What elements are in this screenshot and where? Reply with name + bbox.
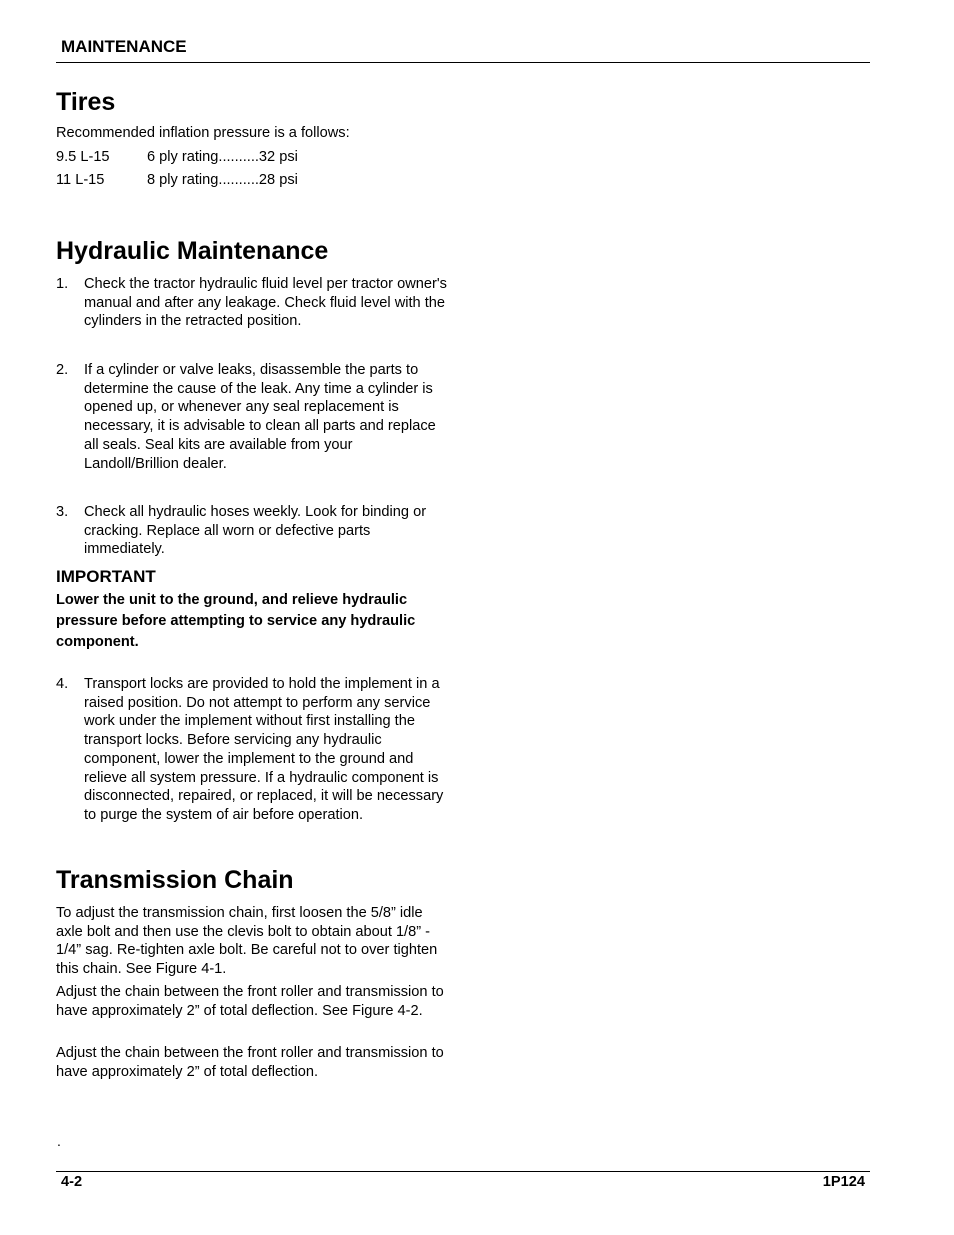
- tire-size: 11 L-15: [56, 172, 105, 188]
- important-title: IMPORTANT: [56, 567, 156, 586]
- section-label: MAINTENANCE: [61, 37, 187, 56]
- list-item: [56, 361, 448, 473]
- list-item-number: 2.: [56, 362, 69, 378]
- list-item-number: 4.: [56, 676, 69, 692]
- tires-heading: Tires: [56, 88, 116, 116]
- transmission-paragraph: Adjust the chain between the front roller and transmission to have approximately 2” of total deflection. See Figure 4-2.: [56, 984, 444, 1019]
- transmission-heading: Transmission Chain: [56, 866, 294, 894]
- important-body: Lower the unit to the ground, and relieve hydraulic pressure before attempting to service any hydraulic component.: [56, 592, 416, 650]
- tire-size: 9.5 L-15: [56, 149, 110, 165]
- list-item: [56, 675, 448, 825]
- tire-rating: 8 ply rating..........28 psi: [147, 172, 298, 188]
- footer-divider: [56, 1171, 870, 1172]
- list-item-number: 3.: [56, 504, 69, 520]
- tire-spec-row: [56, 148, 298, 166]
- list-item-text: Transport locks are provided to hold the implement in a raised position. Do not attempt to perform any service work under the implement without first installing the transport locks. Before servicing any hydraulic component, lower the implement to the ground and relieve all system pressure. If a hydraulic component is disconnected, repaired, or replaced, it will be necessary to purge the system of air before operation.: [84, 676, 444, 823]
- list-item: [56, 275, 448, 331]
- transmission-paragraph: Adjust the chain between the front roller and transmission to have approximately 2” of total deflection.: [56, 1045, 444, 1080]
- tires-intro: Recommended inflation pressure is a follows:: [56, 125, 350, 141]
- header-divider: [56, 62, 870, 63]
- tire-spec-row: [56, 171, 298, 189]
- list-item-text: If a cylinder or valve leaks, disassemble the parts to determine the cause of the leak. Any time a cylinder is opened up, or whenever any seal replacement is necessary, it is advisable to clean all parts and replace all seals. Seal kits are available from your Landoll/Brillion dealer.: [84, 362, 436, 472]
- transmission-paragraph: To adjust the transmission chain, first loosen the 5/8” idle axle bolt and then use the clevis bolt to obtain about 1/8” - 1/4” sag. Re-tighten axle bolt. Be careful not to over tighten this chain. See Figure 4-1.: [56, 905, 438, 978]
- list-item-text: Check all hydraulic hoses weekly. Look for binding or cracking. Replace all worn or defective parts immediately.: [84, 504, 427, 558]
- hydraulic-heading: Hydraulic Maintenance: [56, 237, 329, 265]
- tire-rating: 6 ply rating..........32 psi: [147, 149, 298, 165]
- page-number: 4-2: [61, 1174, 83, 1190]
- list-item-number: 1.: [56, 276, 69, 292]
- document-id: 1P124: [822, 1174, 865, 1190]
- list-item-text: Check the tractor hydraulic fluid level per tractor owner's manual and after any leakage. Check fluid level with the cylinders in the retracted position.: [84, 276, 447, 330]
- stray-mark: .: [57, 1133, 61, 1149]
- list-item: [56, 503, 448, 559]
